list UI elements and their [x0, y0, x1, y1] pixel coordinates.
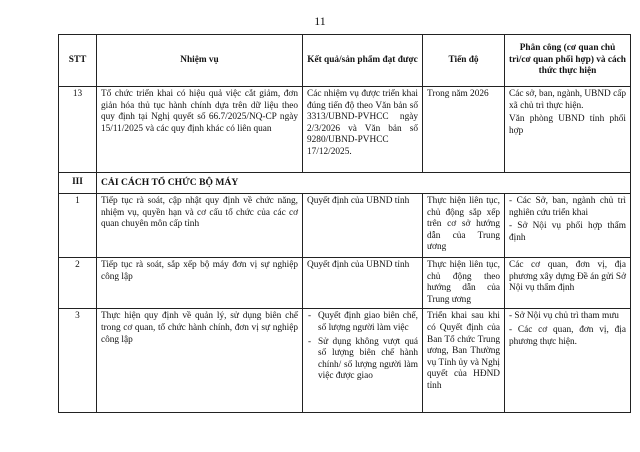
table-header-row: [59, 35, 631, 87]
assignment-line: Văn phòng UBND tỉnh phối hợp: [509, 114, 626, 136]
row-result: Các nhiệm vụ được triển khai đúng tiến độ theo Văn bản số 3313/UBND-PVHCC ngày 2/3/2026 và Văn bản số 9280/UBND-PVHCC 17/12/2025.: [303, 87, 423, 173]
header-task: Nhiệm vụ: [97, 35, 303, 87]
row-assignment: [505, 309, 631, 413]
row-progress: Trong năm 2026: [423, 87, 505, 173]
row-result: [303, 309, 423, 413]
task-table: [58, 34, 631, 413]
header-result: Kết quả/sản phẩm đạt được: [303, 35, 423, 87]
row-progress: Thực hiện liên tục, chủ động theo hướng dẫn của Trung ương: [423, 258, 505, 309]
section-row: [59, 173, 631, 194]
row-stt: 3: [59, 309, 97, 413]
section-stt: III: [59, 173, 97, 194]
row-assignment: Các cơ quan, đơn vị, địa phương xây dựng Đề án gửi Sở Nội vụ thẩm định: [505, 258, 631, 309]
row-task: Tiếp tục rà soát, cập nhật quy định về chức năng, nhiệm vụ, quyền hạn và cơ cấu tổ chức của các cơ quan chuyên môn cấp tỉnh: [97, 194, 303, 258]
header-stt: STT: [59, 35, 97, 87]
result-bullet: - Quyết định giao biên chế, số lượng người làm việc: [307, 311, 418, 334]
result-bullet: - Sử dụng không vượt quá số lượng biên chế hành chính/ số lượng người làm việc được giao: [307, 337, 418, 383]
row-progress: Triển khai sau khi có Quyết định của Ban Tổ chức Trung ương, Ban Thường vụ Tỉnh ủy và Nghị quyết của HĐND tỉnh: [423, 309, 505, 413]
row-assignment: [505, 194, 631, 258]
row-stt: 2: [59, 258, 97, 309]
section-title: CẢI CÁCH TỔ CHỨC BỘ MÁY: [97, 173, 631, 194]
table-row: [59, 258, 631, 309]
table-row: [59, 87, 631, 173]
row-result: Quyết định của UBND tỉnh: [303, 258, 423, 309]
row-task: Thực hiện quy định về quản lý, sử dụng biên chế trong cơ quan, tổ chức hành chính, đơn vị sự nghiệp công lập: [97, 309, 303, 413]
row-task: Tổ chức triển khai có hiệu quả việc cắt giảm, đơn giản hóa thủ tục hành chính dựa trên dữ liệu theo quy định tại Nghị quyết số 66.7/2025/NQ-CP ngày 15/11/2025 và các quy định khác có liên quan: [97, 87, 303, 173]
assignment-line: - Các cơ quan, đơn vị, địa phương thực hiện.: [509, 324, 626, 347]
row-task: Tiếp tục rà soát, sắp xếp bộ máy đơn vị sự nghiệp công lập: [97, 258, 303, 309]
table-row: [59, 309, 631, 413]
row-progress: Thực hiện liên tục, chủ động sắp xếp trên cơ sở hướng dẫn của Trung ương: [423, 194, 505, 258]
page-number: 11: [314, 14, 326, 28]
row-stt: 13: [59, 87, 97, 173]
table-row: [59, 194, 631, 258]
assignment-line: - Sở Nội vụ phối hợp thẩm định: [509, 221, 626, 243]
assignment-line: - Các Sở, ban, ngành chủ trì nghiên cứu triển khai: [509, 196, 626, 218]
row-assignment: [505, 87, 631, 173]
header-progress: Tiến độ: [423, 35, 505, 87]
row-stt: 1: [59, 194, 97, 258]
row-result: Quyết định của UBND tỉnh: [303, 194, 423, 258]
header-assignment: Phân công (cơ quan chủ trì/cơ quan phối hợp) và cách thức thực hiện: [505, 35, 631, 87]
assignment-line: - Sở Nội vụ chủ trì tham mưu: [509, 311, 619, 322]
assignment-line: Các sở, ban, ngành, UBND cấp xã chủ trì thực hiện.: [509, 89, 626, 111]
